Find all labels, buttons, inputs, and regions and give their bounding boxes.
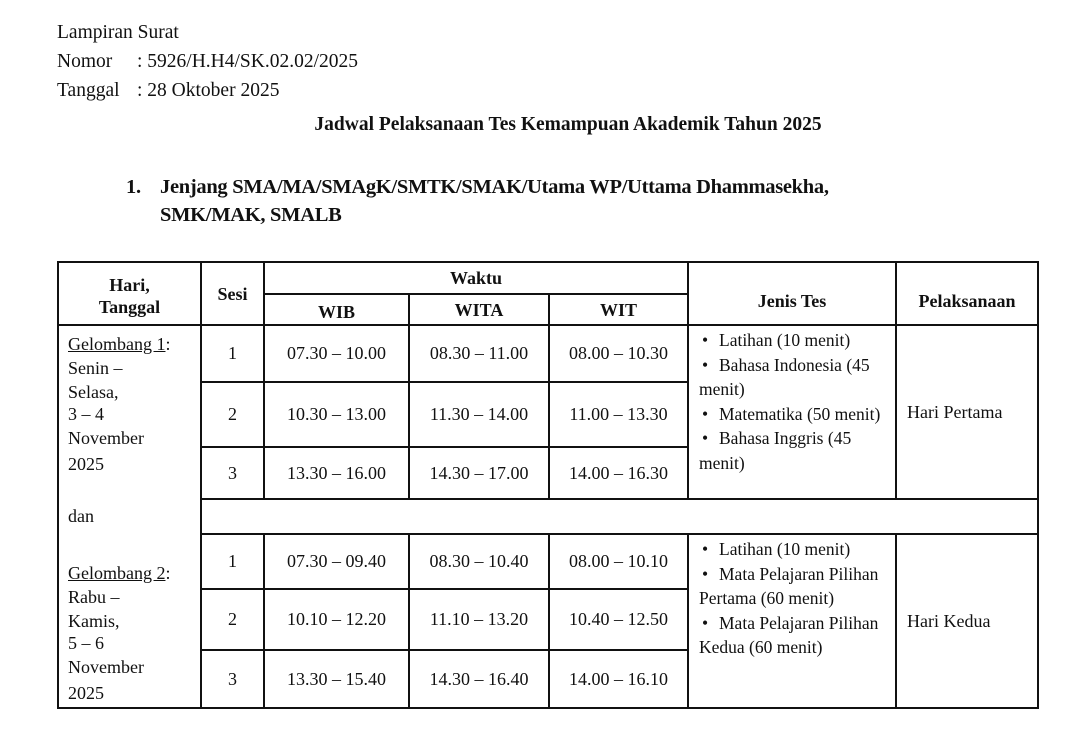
separator-row (58, 499, 1038, 534)
test-item: • Mata Pelajaran Pilihan Pertama (60 menit) (699, 563, 879, 608)
pelaksanaan-cell-1: Hari Pertama (896, 325, 1038, 499)
wib-cell: 10.30 – 13.00 (264, 382, 409, 447)
section-heading (126, 173, 980, 229)
day-line: Kamis, (68, 611, 120, 631)
jenis-tes-cell-1 (688, 325, 896, 499)
jenis-tes-cell-2 (688, 534, 896, 708)
test-item: • Bahasa Indonesia (45 menit) (699, 354, 870, 399)
nomor-label: Nomor (57, 51, 113, 72)
wit-cell: 11.00 – 13.30 (549, 382, 688, 447)
letter-header (57, 18, 358, 105)
gelombang-1-label: Gelombang 1 (68, 334, 166, 354)
tanggal-label: Tanggal (57, 80, 120, 101)
gelombang-2-label: Gelombang 2 (68, 563, 166, 583)
wit-cell: 08.00 – 10.10 (549, 534, 688, 589)
day-line: 3 – 4 (68, 404, 104, 424)
header-waktu: Waktu (264, 262, 688, 294)
day-line: 5 – 6 (68, 633, 104, 653)
wita-cell: 11.30 – 14.00 (409, 382, 549, 447)
table-row (58, 534, 1038, 589)
wib-cell: 10.10 – 12.20 (264, 589, 409, 650)
pelaksanaan-cell-2: Hari Kedua (896, 534, 1038, 708)
header-tanggal: Tanggal (98, 296, 161, 317)
day-line: Selasa, (68, 382, 119, 402)
header-pelaksanaan: Pelaksanaan (896, 262, 1038, 325)
test-item: • Matematika (50 menit) (702, 403, 881, 424)
attachment-label: Lampiran Surat (57, 22, 179, 43)
test-item: • Bahasa Inggris (45 menit) (699, 428, 852, 473)
test-item: • Mata Pelajaran Pilihan Kedua (60 menit) (699, 612, 879, 657)
letter-number (57, 47, 358, 76)
header-wib: WIB (264, 294, 409, 325)
day-line: Senin – (68, 358, 123, 378)
header-sesi: Sesi (201, 262, 264, 325)
sesi-cell: 2 (201, 382, 264, 447)
schedule-table (57, 261, 1039, 709)
sesi-cell: 1 (201, 325, 264, 382)
letter-date (57, 76, 358, 105)
wita-cell: 14.30 – 17.00 (409, 447, 549, 499)
wita-cell: 11.10 – 13.20 (409, 589, 549, 650)
wita-cell: 08.30 – 11.00 (409, 325, 549, 382)
nomor-value: : 5926/H.H4/SK.02.02/2025 (137, 51, 359, 72)
header-jenis-tes: Jenis Tes (688, 262, 896, 325)
day-line: Rabu – (68, 587, 120, 607)
section-heading-line1: Jenjang SMA/MA/SMAgK/SMTK/SMAK/Utama WP/Uttama Dhammasekha, (160, 176, 829, 198)
wit-cell: 08.00 – 10.30 (549, 325, 688, 382)
sesi-cell: 1 (201, 534, 264, 589)
wib-cell: 07.30 – 09.40 (264, 534, 409, 589)
tanggal-value: : 28 Oktober 2025 (137, 80, 280, 101)
sesi-cell: 3 (201, 650, 264, 708)
test-item: • Latihan (10 menit) (702, 330, 851, 350)
header-wita: WITA (409, 294, 549, 325)
wib-cell: 13.30 – 16.00 (264, 447, 409, 499)
wit-cell: 10.40 – 12.50 (549, 589, 688, 650)
day-line: 2025 (68, 683, 104, 703)
header-hari: Hari, (109, 274, 150, 295)
separator-empty-cell (201, 499, 1038, 534)
sesi-cell: 3 (201, 447, 264, 499)
section-number: 1. (126, 176, 141, 198)
table-row (58, 325, 1038, 382)
day-line: 2025 (68, 454, 104, 474)
wit-cell: 14.00 – 16.10 (549, 650, 688, 708)
header-row-1 (58, 262, 1038, 294)
wib-cell: 07.30 – 10.00 (264, 325, 409, 382)
document-title: Jadwal Pelaksanaan Tes Kemampuan Akademik Tahun 2025 (314, 114, 822, 135)
header-hari-tanggal (58, 262, 201, 325)
section-heading-line2: SMK/MAK, SMALB (160, 204, 342, 226)
sesi-cell: 2 (201, 589, 264, 650)
wita-cell: 08.30 – 10.40 (409, 534, 549, 589)
day-line: November (68, 657, 144, 677)
wita-cell: 14.30 – 16.40 (409, 650, 549, 708)
gelombang-2-cell: Gelombang 2: Rabu – Kamis, 5 – 6 November 2025 (58, 534, 201, 708)
wit-cell: 14.00 – 16.30 (549, 447, 688, 499)
wib-cell: 13.30 – 15.40 (264, 650, 409, 708)
test-item: • Latihan (10 menit) (702, 539, 851, 559)
separator-text: dan (58, 499, 201, 534)
day-line: November (68, 428, 144, 448)
gelombang-1-cell: Gelombang 1: Senin – Selasa, 3 – 4 November 2025 (58, 325, 201, 499)
header-wit: WIT (549, 294, 688, 325)
